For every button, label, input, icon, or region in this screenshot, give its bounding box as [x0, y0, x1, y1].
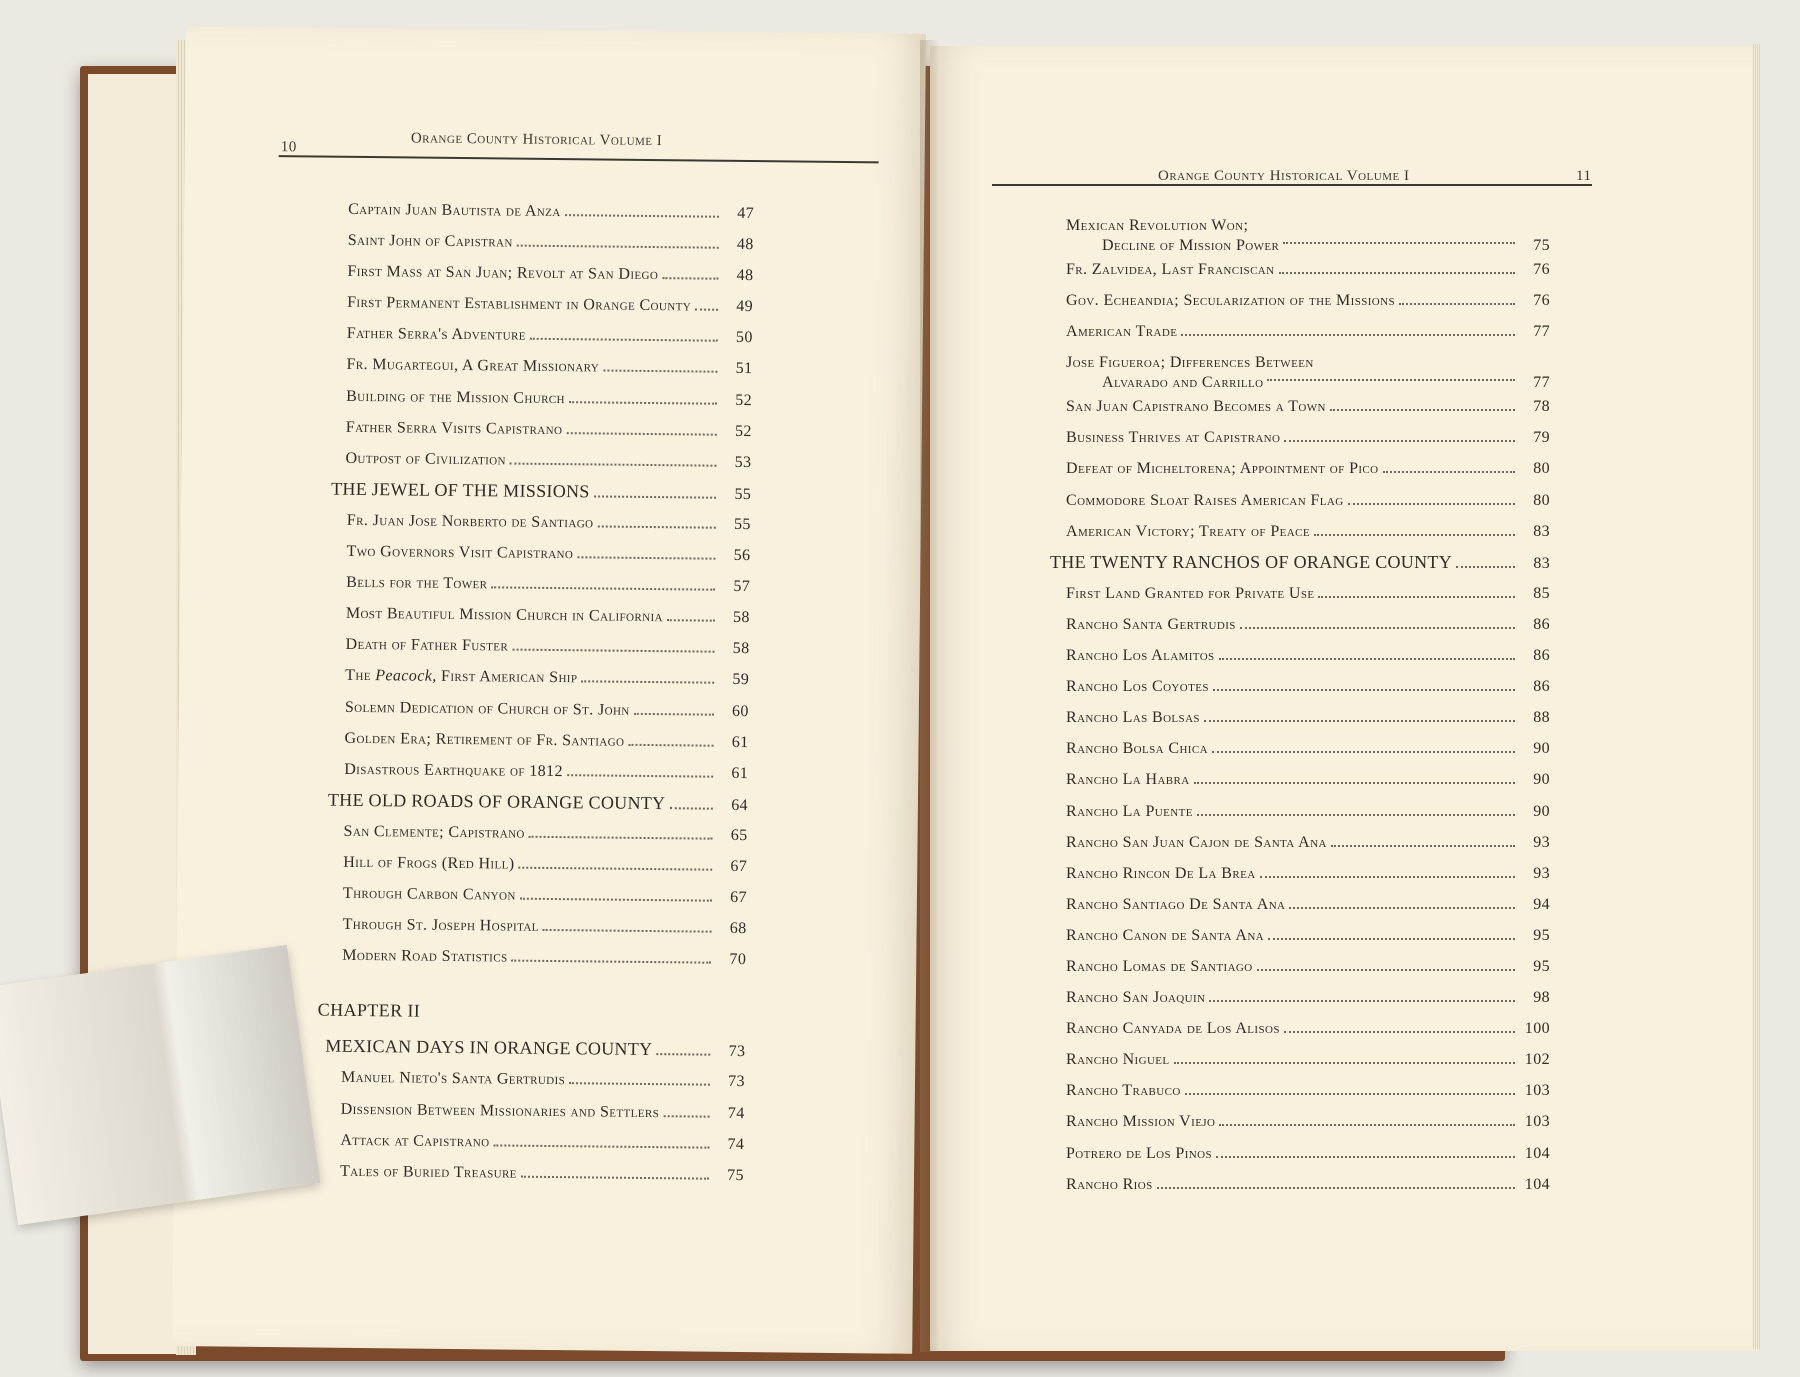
toc-entry-title: Solemn Dedication of Church of St. John — [344, 698, 630, 719]
toc-entry-page: 75 — [1533, 237, 1550, 254]
toc-entry-title: Rancho La Puente — [1066, 802, 1193, 820]
toc-entry-title: CHAPTER II — [317, 999, 421, 1021]
toc-entry — [330, 567, 750, 602]
leader-dots — [1209, 1000, 1515, 1002]
right-page — [930, 46, 1760, 1351]
toc-entry — [1066, 1044, 1550, 1075]
toc-entry-page: 102 — [1524, 1051, 1550, 1069]
toc-entry-title: THE OLD ROADS OF ORANGE COUNTY — [327, 789, 666, 813]
toc-entry-page: 76 — [1533, 292, 1550, 310]
toc-entry-title: Rancho Rincon De La Brea — [1066, 864, 1256, 882]
toc-entry-title: Rancho Las Bolsas — [1066, 709, 1200, 727]
toc-entry-title: Outpost of Civilization — [345, 449, 507, 469]
leader-dots — [1157, 1187, 1515, 1189]
toc-entry-page: 90 — [1533, 802, 1550, 820]
toc-entry-title: Attack at Capistrano — [340, 1131, 490, 1150]
toc-entry-title: American Trade — [1066, 323, 1178, 341]
leader-dots — [603, 370, 717, 373]
paper-wedge — [0, 945, 320, 1225]
leader-dots — [567, 774, 713, 778]
toc-entry-title: Rancho Niguel — [1066, 1051, 1170, 1069]
toc-entry — [1066, 516, 1550, 547]
toc-entry-title: Rancho San Juan Cajon de Santa Ana — [1066, 833, 1327, 851]
toc-entry-title: Dissension Between Missionaries and Settlers — [340, 1100, 660, 1121]
toc-entry-title: Rancho Santiago De Santa Ana — [1066, 895, 1286, 913]
toc-entry-page: 85 — [1533, 584, 1550, 602]
toc-entry-title: Bells for the Tower — [346, 573, 488, 593]
toc-entry-page: 73 — [728, 1043, 746, 1061]
toc-entry-page: 59 — [732, 671, 750, 689]
leader-dots — [1204, 720, 1515, 722]
toc-entry-title: Mexican Revolution Won; — [1066, 217, 1249, 234]
toc-entry-title: Gov. Echeandia; Secularization of the Missions — [1066, 292, 1396, 310]
toc-entry-page: 77 — [1533, 323, 1550, 341]
leader-dots — [1174, 1062, 1515, 1064]
leader-dots — [667, 619, 715, 622]
leader-dots — [1283, 236, 1515, 244]
leader-dots — [663, 1115, 710, 1117]
leader-dots — [1260, 876, 1515, 878]
toc-entry-page: 80 — [1533, 491, 1550, 509]
toc-entry-page: 64 — [731, 796, 748, 814]
leader-dots — [520, 898, 712, 902]
toc-entry — [1066, 702, 1550, 733]
toc-entry — [332, 349, 752, 384]
toc-entry-page: 77 — [1533, 374, 1550, 392]
leader-dots — [695, 309, 718, 311]
toc-entry — [334, 194, 754, 229]
toc-entry-page: 48 — [736, 236, 754, 254]
leader-dots — [511, 960, 711, 964]
toc-entry — [325, 1062, 745, 1097]
toc-entry — [1066, 254, 1550, 285]
toc-entry — [330, 598, 750, 633]
toc-entry-title: Hill of Frogs (Red Hill) — [343, 853, 515, 873]
page-number-right: 11 — [1576, 168, 1592, 184]
toc-entry-title: American Victory; Treaty of Peace — [1066, 522, 1310, 540]
toc-entry — [1066, 609, 1550, 640]
toc-entry — [326, 909, 746, 944]
toc-entry — [1066, 1169, 1550, 1200]
toc-entry-title: THE JEWEL OF THE MISSIONS — [331, 478, 590, 502]
toc-entry — [330, 536, 750, 571]
toc-entry-title: Fr. Zalvidea, Last Franciscan — [1066, 261, 1275, 278]
leader-dots — [1267, 373, 1515, 381]
leader-dots — [634, 712, 714, 715]
toc-entry — [1066, 485, 1550, 516]
toc-entry-page: 73 — [728, 1073, 746, 1091]
toc-entry — [333, 287, 753, 322]
toc-entry — [1066, 796, 1550, 827]
toc-entry-page: 93 — [1533, 833, 1550, 851]
toc-entry-title: Captain Juan Bautista de Anza — [348, 200, 561, 221]
running-head-right: Orange County Historical Volume I — [1158, 168, 1410, 184]
toc-entry-title: First Mass at San Juan; Revolt at San Diego — [347, 263, 659, 284]
toc-entry-page: 83 — [1533, 554, 1550, 572]
toc-entry — [1066, 671, 1550, 702]
toc-entry-title: First Land Granted for Private Use — [1066, 584, 1315, 602]
toc-entry-title: Death of Father Fuster — [345, 636, 509, 655]
toc-entry-title: Fr. Mugartegui, A Great Missionary — [346, 356, 600, 376]
toc-entry-page: 98 — [1533, 989, 1550, 1007]
toc-entry-page: 104 — [1524, 1175, 1550, 1193]
toc-part-heading — [331, 474, 751, 509]
toc-entry-title: San Clemente; Capistrano — [343, 822, 525, 842]
toc-entry — [332, 411, 752, 446]
book-gutter — [920, 40, 938, 1352]
leader-dots — [517, 245, 719, 249]
toc-entry-page: 90 — [1533, 740, 1550, 758]
leader-dots — [1279, 272, 1516, 274]
page-number-left: 10 — [280, 139, 297, 156]
toc-right — [1050, 210, 1550, 1200]
leader-dots — [656, 1053, 710, 1056]
leader-dots — [1456, 566, 1515, 568]
toc-entry — [1066, 889, 1550, 920]
toc-entry-page: 103 — [1524, 1113, 1550, 1131]
toc-entry — [1066, 391, 1550, 422]
ship-name: Peacock, — [375, 667, 437, 686]
toc-entry — [1066, 285, 1550, 316]
leader-dots — [1216, 1156, 1515, 1158]
toc-entry-page: 55 — [733, 515, 751, 534]
toc-entry-title: Rancho Rios — [1066, 1175, 1153, 1193]
toc-entry-title: Rancho Canon de Santa Ana — [1066, 926, 1265, 944]
leader-dots — [1213, 689, 1515, 691]
running-head-left: Orange County Historical Volume I — [410, 130, 663, 150]
leader-dots — [565, 214, 719, 218]
toc-entry-title: Building of the Mission Church — [346, 387, 566, 407]
toc-entry-title: Fr. Juan Jose Norberto de Santiago — [346, 511, 594, 532]
toc-entry-title: Rancho Canyada de Los Alisos — [1066, 1020, 1280, 1038]
toc-entry-page: 70 — [729, 951, 747, 969]
toc-entry-page: 55 — [734, 485, 752, 503]
leader-dots — [1399, 303, 1515, 305]
toc-entry — [1066, 982, 1550, 1013]
toc-entry-title: Tales of Buried Treasure — [339, 1162, 517, 1182]
toc-entry — [1066, 1013, 1550, 1044]
toc-entry — [329, 629, 749, 664]
leader-dots — [1185, 1093, 1515, 1095]
toc-entry — [324, 1124, 744, 1159]
leader-dots — [566, 432, 716, 436]
toc-entry-page: 86 — [1533, 615, 1550, 633]
toc-entry — [1066, 951, 1550, 982]
leader-dots — [1383, 471, 1515, 473]
toc-entry-page: 50 — [735, 329, 753, 347]
toc-entry — [327, 816, 747, 851]
toc-entry — [334, 225, 754, 260]
toc-entry-title: Two Governors Visit Capistrano — [346, 542, 574, 563]
toc-entry-title-suffix: First American Ship — [436, 668, 578, 687]
leader-dots — [1284, 440, 1515, 442]
toc-entry — [1066, 578, 1550, 609]
toc-entry-page: 95 — [1533, 926, 1550, 944]
toc-entry-page: 79 — [1533, 429, 1550, 447]
leader-dots — [1194, 782, 1515, 784]
leader-dots — [1314, 534, 1515, 536]
leader-dots — [581, 681, 714, 684]
page-edges-right — [1752, 44, 1760, 1349]
toc-entry-page: 94 — [1533, 895, 1550, 913]
toc-entry — [1066, 1106, 1550, 1137]
toc-entry-title: Rancho Bolsa Chica — [1066, 740, 1208, 758]
leader-dots — [662, 277, 718, 280]
toc-entry-page: 67 — [730, 888, 748, 907]
toc-entry — [1066, 316, 1550, 347]
toc-entry-page: 52 — [735, 391, 753, 409]
toc-entry-title: Business Thrives at Capistrano — [1066, 429, 1281, 447]
leader-dots — [518, 867, 712, 871]
leader-dots — [1318, 596, 1515, 598]
toc-entry-page: 53 — [734, 453, 752, 471]
toc-entry-page: 103 — [1524, 1082, 1550, 1100]
toc-entry-page: 61 — [731, 764, 749, 782]
toc-entry-title: Saint John of Capistran — [347, 231, 513, 251]
toc-entry-title: Commodore Sloat Raises American Flag — [1066, 491, 1344, 509]
leader-dots — [493, 1144, 709, 1148]
leader-dots — [510, 462, 717, 466]
toc-entry — [328, 722, 748, 757]
toc-entry — [1066, 1075, 1550, 1106]
toc-entry-page: 80 — [1533, 460, 1550, 478]
leader-dots — [1257, 969, 1515, 971]
toc-entry-title: Golden Era; Retirement of Fr. Santiago — [344, 729, 625, 750]
toc-part-heading — [1050, 547, 1550, 578]
toc-entry-title: THE TWENTY RANCHOS OF ORANGE COUNTY — [1050, 551, 1452, 572]
toc-entry-title: Rancho Los Coyotes — [1066, 678, 1209, 696]
toc-entry-page: 95 — [1533, 957, 1550, 975]
toc-entry — [1066, 764, 1550, 795]
toc-entry-title — [345, 660, 578, 694]
leader-dots — [521, 1175, 709, 1179]
toc-entry-page: 88 — [1533, 709, 1550, 727]
toc-entry-page: 49 — [736, 298, 754, 316]
toc-entry — [1066, 210, 1550, 254]
toc-entry — [331, 442, 751, 477]
toc-entry-page: 74 — [727, 1104, 745, 1122]
toc-entry-page: 61 — [731, 733, 749, 751]
leader-dots — [1240, 627, 1515, 629]
toc-entry — [326, 940, 746, 975]
leader-dots — [597, 525, 715, 528]
toc-entry-title: First Permanent Establishment in Orange County — [347, 294, 692, 315]
toc-entry — [331, 505, 751, 540]
toc-entry — [329, 691, 749, 726]
leader-dots — [512, 649, 714, 653]
toc-entry-page: 68 — [729, 920, 747, 938]
toc-entry-title-continued: Decline of Mission Power — [1102, 237, 1280, 254]
toc-entry — [325, 1093, 745, 1128]
toc-entry-page: 60 — [731, 702, 749, 720]
leader-dots — [628, 743, 713, 746]
toc-entry-page: 57 — [733, 578, 751, 596]
toc-entry-title: Rancho Trabuco — [1066, 1082, 1181, 1100]
toc-entry-title: Rancho Los Alamitos — [1066, 647, 1215, 665]
leader-dots — [1268, 938, 1515, 940]
toc-entry-page: 47 — [737, 204, 755, 223]
toc-entry — [1066, 733, 1550, 764]
leader-dots — [569, 1083, 710, 1086]
toc-entry-title: Most Beautiful Mission Church in California — [345, 605, 664, 626]
toc-entry — [329, 660, 749, 695]
leader-dots — [1330, 409, 1515, 411]
leader-dots — [529, 836, 713, 840]
leader-dots — [569, 401, 717, 405]
toc-entry-page: 48 — [736, 267, 754, 285]
toc-part-heading — [325, 1031, 745, 1066]
toc-entry-page: 93 — [1533, 864, 1550, 882]
toc-entry-title: Rancho Lomas de Santiago — [1066, 957, 1253, 975]
toc-entry — [332, 380, 752, 415]
toc-entry — [1066, 920, 1550, 951]
leader-dots — [530, 338, 718, 342]
toc-entry-page: 90 — [1533, 771, 1550, 789]
toc-entry-page: 86 — [1533, 647, 1550, 665]
toc-entry-title: Father Serra Visits Capistrano — [345, 418, 563, 438]
leader-dots — [1181, 334, 1515, 336]
toc-entry-page: 83 — [1533, 522, 1550, 540]
toc-entry — [333, 256, 753, 291]
toc-entry-title: Manuel Nieto's Santa Gertrudis — [340, 1069, 566, 1089]
toc-entry — [327, 847, 747, 882]
toc-entry-title: Rancho Mission Viejo — [1066, 1113, 1216, 1131]
toc-entry-title-prefix: The — [345, 667, 376, 685]
toc-entry-title: Defeat of Micheltorena; Appointment of Pico — [1066, 460, 1379, 478]
toc-entry-page: 56 — [733, 546, 751, 565]
toc-entry-page: 86 — [1533, 678, 1550, 696]
toc-entry — [1066, 347, 1550, 391]
toc-entry — [1066, 640, 1550, 671]
leader-dots — [594, 495, 717, 498]
toc-entry-page: 104 — [1524, 1144, 1550, 1162]
header-rule-right — [992, 184, 1592, 186]
toc-entry-title: Rancho San Joaquin — [1066, 989, 1206, 1007]
toc-entry-page: 75 — [727, 1166, 745, 1184]
toc-entry-page: 74 — [727, 1135, 745, 1153]
toc-entry-title: Rancho Santa Gertrudis — [1066, 615, 1236, 633]
toc-entry-page: 76 — [1533, 261, 1550, 278]
leader-dots — [1284, 1031, 1515, 1033]
leader-dots — [1219, 1124, 1515, 1126]
toc-entry-page: 58 — [732, 609, 750, 627]
toc-entry — [324, 1155, 744, 1190]
toc-entry-title: Disastrous Earthquake of 1812 — [344, 760, 563, 780]
toc-entry — [1066, 827, 1550, 858]
toc-part-heading — [328, 784, 748, 819]
toc-entry-page: 52 — [734, 422, 752, 440]
toc-entry-title: Father Serra's Adventure — [346, 325, 527, 345]
toc-entry-title: San Juan Capistrano Becomes a Town — [1066, 398, 1326, 416]
leader-dots — [543, 929, 712, 933]
toc-entry-title: Modern Road Statistics — [342, 947, 508, 966]
toc-entry-page: 51 — [735, 360, 753, 378]
leader-dots — [1331, 845, 1515, 847]
toc-entry-title: Jose Figueroa; Differences Between — [1066, 354, 1314, 372]
toc-entry — [327, 878, 747, 913]
toc-left — [317, 194, 755, 1191]
toc-entry — [1066, 453, 1550, 484]
leader-dots — [1289, 907, 1515, 909]
toc-entry-page: 58 — [732, 640, 750, 658]
toc-entry — [328, 753, 748, 788]
toc-entry-page: 65 — [730, 826, 748, 844]
toc-entry-title: Through Carbon Canyon — [342, 884, 516, 904]
leader-dots — [491, 586, 715, 590]
leader-dots — [1219, 658, 1515, 660]
toc-entry-title: Rancho La Habra — [1066, 771, 1190, 789]
toc-entry-page: 67 — [730, 857, 748, 876]
header-rule-left — [279, 155, 879, 163]
toc-entry-title: Through St. Joseph Hospital — [342, 915, 539, 936]
toc-entry — [1066, 1138, 1550, 1169]
leader-dots — [577, 556, 715, 559]
toc-entry-title: MEXICAN DAYS IN ORANGE COUNTY — [325, 1035, 653, 1060]
leader-dots — [669, 807, 713, 809]
toc-entry-title: Potrero de Los Pinos — [1066, 1144, 1212, 1162]
leader-dots — [1348, 503, 1515, 505]
toc-entry — [333, 318, 753, 353]
leader-dots — [1197, 814, 1515, 816]
toc-entry-page: 100 — [1524, 1020, 1550, 1038]
leader-dots — [1212, 751, 1515, 753]
toc-entry-page: 78 — [1533, 398, 1550, 416]
toc-entry-title-continued: Alvarado and Carrillo — [1102, 374, 1264, 392]
chapter-heading — [318, 995, 746, 1035]
toc-entry — [1066, 422, 1550, 453]
toc-entry — [1066, 858, 1550, 889]
